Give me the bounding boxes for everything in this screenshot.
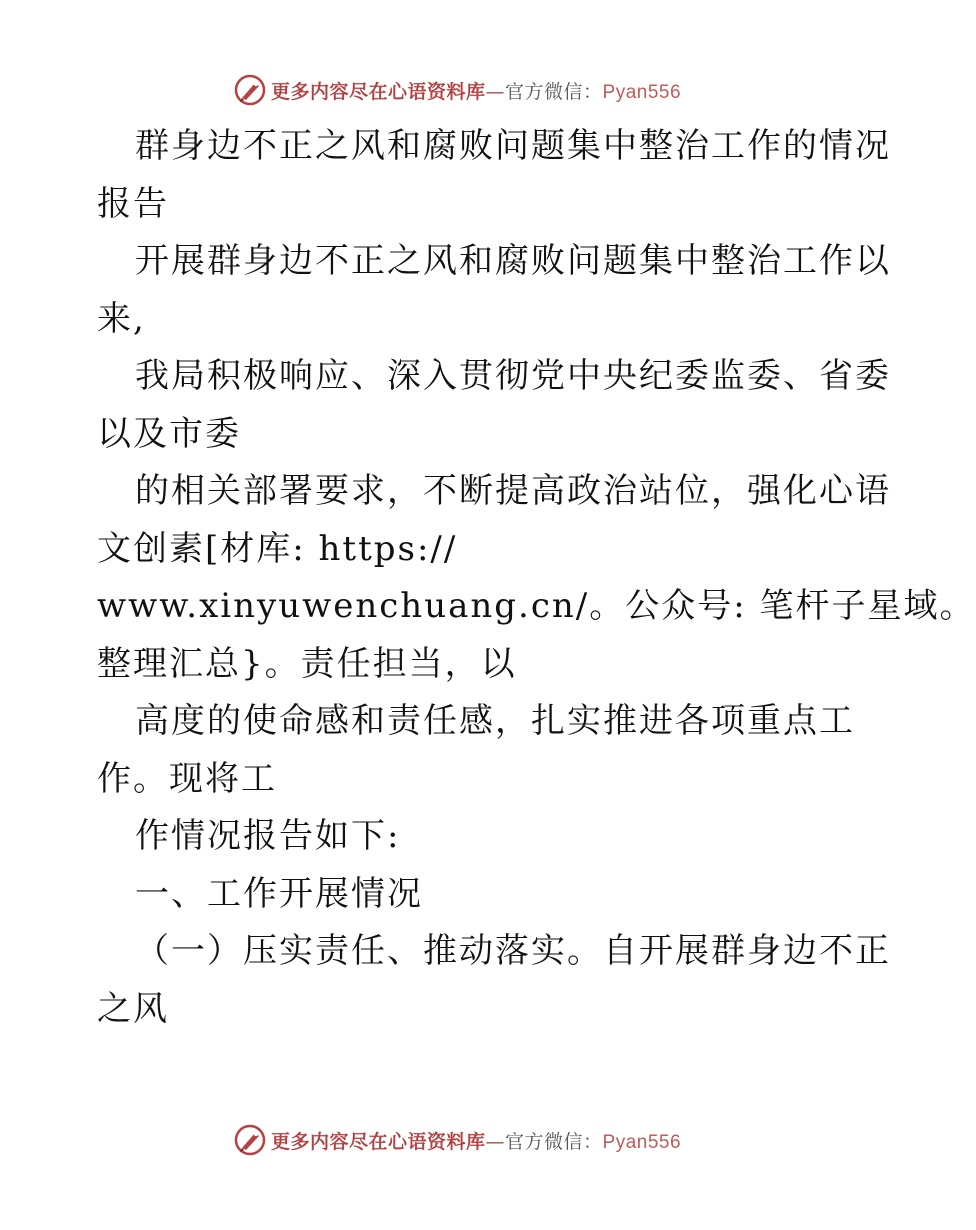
document-body — [97, 118, 976, 1038]
body-text-line: 作。现将工 — [97, 758, 277, 799]
body-text-line: 的相关部署要求，不断提高政治站位，强化心语 — [135, 471, 891, 511]
header-wechat-label: 官方微信： — [505, 80, 603, 103]
body-text-line: 一、工作开展情况 — [135, 873, 423, 914]
pen-logo-icon — [233, 1123, 267, 1157]
header-dash: — — [485, 80, 506, 103]
pen-logo-icon — [233, 73, 267, 107]
footer-banner — [233, 1120, 793, 1160]
footer-dash: — — [485, 1130, 506, 1153]
footer-wechat-label: 官方微信： — [505, 1130, 603, 1153]
header-wechat-id: Pyan556 — [602, 81, 682, 103]
body-text-line: 群身边不正之风和腐败问题集中整治工作的情况 — [135, 126, 891, 166]
body-text-line: 来, — [97, 298, 146, 339]
body-text-line: 整理汇总}。责任担当，以 — [97, 643, 517, 684]
header-brand: 更多内容尽在心语资料库 — [271, 80, 486, 103]
body-text-line: 以及市委 — [97, 413, 241, 454]
footer-banner-text — [271, 1127, 681, 1154]
body-text-line: 作情况报告如下: — [135, 816, 401, 856]
body-text-line: 我局积极响应、深入贯彻党中央纪委监委、省委 — [135, 356, 891, 396]
footer-brand: 更多内容尽在心语资料库 — [271, 1130, 486, 1153]
body-text-line: （一）压实责任、推动落实。自开展群身边不正 — [135, 931, 891, 971]
body-text-line: 高度的使命感和责任感，扎实推进各项重点工 — [135, 701, 855, 741]
body-text-line: 报告 — [97, 183, 169, 224]
body-text-line: 之风 — [97, 988, 169, 1029]
header-banner-text — [271, 77, 681, 104]
header-banner — [233, 70, 793, 110]
body-text-line: www.xinyuwenchuang.cn/。公众号: 笔杆子星域。 — [97, 586, 976, 626]
body-text-line: 开展群身边不正之风和腐败问题集中整治工作以 — [135, 241, 891, 281]
footer-wechat-id: Pyan556 — [602, 1131, 682, 1153]
body-text-line: 文创素[材库: https:// — [97, 528, 458, 569]
